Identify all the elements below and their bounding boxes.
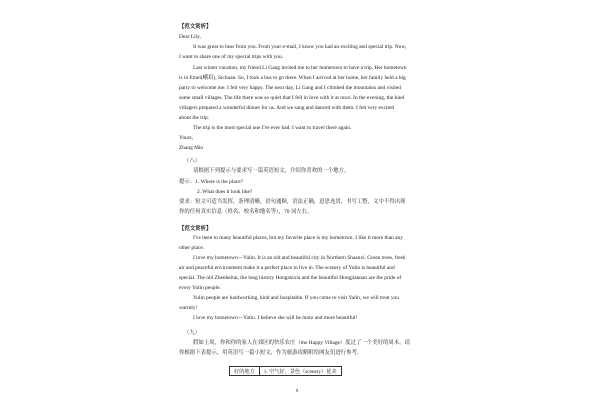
question-number: （九） — [184, 330, 201, 336]
table-cell-label: 好的地方 — [230, 367, 260, 376]
paragraph-line: I love my hometown—Yulin. It is an old and beautiful city in Northern Shaanxi. Green trees, fresh — [193, 255, 406, 261]
paragraph-line: villagers prepared a wonderful dinner for us. And we sang and danced with them. I felt very excited — [179, 105, 395, 111]
question-number: （八） — [184, 158, 201, 164]
task-line: 假如上周，你和你的家人在郊区的快乐农庄（the Happy Village）度过了一个美好的周末。请 — [193, 340, 410, 346]
paragraph-line: about the trip. — [179, 115, 210, 121]
paragraph-line: party to welcome me. I felt very happy. The next day, Li Gang and I climbed the mountains and visited — [179, 85, 401, 91]
paragraph-line: Last winter vacation, my friend Li Gang invited me to her hometown to have a trip. Her hometown — [193, 65, 407, 71]
paragraph-line: I want to share one of my special trips with you. — [179, 54, 284, 60]
section-heading: 【范文赏析】 — [179, 226, 212, 232]
paragraph-line: is in Emei(峨眉), Sichuan. So, I took a bus to go there. When I arrived at her home, her family held a big — [179, 75, 406, 81]
task-line: 你的任何真实信息（姓名、校名和地名等），70 词左右。 — [179, 209, 313, 215]
paragraph-line: I've been to many beautiful places, but my favorite place is my hometown. I like it more than any — [193, 235, 403, 241]
task-line: 请根据下列提示与要求写一篇英语短文，介绍你喜欢的一个地方。 — [193, 168, 350, 174]
table-cell-content: 1. 空气好，景色（scenery）优美 — [259, 367, 341, 376]
paragraph-line: special. The old Zhenbeitai, the long history Hongshixia and the beautiful Hongjiannao are the pride of — [179, 275, 402, 281]
letter-greeting: Dear Lily, — [179, 34, 201, 40]
hint-table — [229, 366, 342, 376]
paragraph-line: Yulin people are hardworking, kind and hospitable. If you come to visit Yulin, we will treat you — [193, 295, 399, 301]
paragraph-line: warmly! — [179, 305, 198, 311]
task-line: 要求：短文可适当发挥，条理清晰，语句通顺，语法正确，意思连贯，书写工整，文中不得出现 — [179, 199, 406, 205]
table-row — [230, 367, 342, 376]
page-number: 8 — [296, 388, 299, 393]
section-heading: 【范文赏析】 — [179, 24, 212, 30]
task-line: 2. What does it look like? — [197, 189, 253, 195]
paragraph-line: The trip is the most special one I've ever had. I want to travel there again. — [193, 125, 352, 131]
paragraph-line: other place. — [179, 245, 205, 251]
paragraph-line: some small villages. The life there was so quiet that I fell in love with it at once. In the evening, the kind — [179, 95, 405, 101]
letter-signature: Zhang Min — [179, 145, 204, 151]
task-line: 提示：1. Where is the place? — [179, 179, 243, 185]
paragraph-line: I love my hometown—Yulin. I believe she will be more and more beautiful! — [193, 315, 358, 321]
paragraph-line: It was great to hear from you. From your e-mail, I know you had an exciting and special trip. Now, — [193, 44, 407, 50]
paragraph-line: air and peaceful environment make it a perfect place to live in. The scenery of Yulin is beautiful and — [179, 265, 395, 271]
task-line: 你根据下表提示，用英语写一篇小短文，作为旅游攻略附给网友们进行参考。 — [179, 350, 363, 356]
letter-closing: Yours, — [179, 135, 193, 141]
paragraph-line: every Yulin people. — [179, 285, 221, 291]
